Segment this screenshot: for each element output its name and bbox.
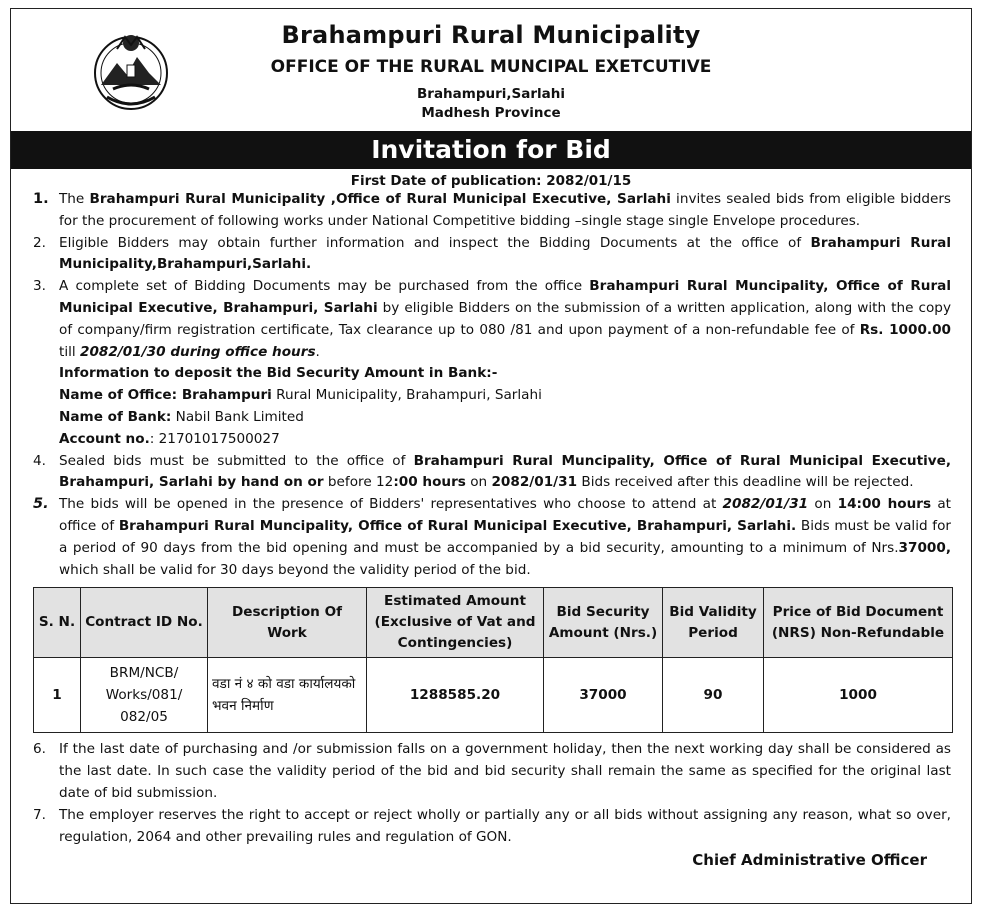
office-label: Name of Office: Brahampuri xyxy=(59,387,272,404)
office-title: OFFICE OF THE RURAL MUNCIPAL EXETCUTIVE xyxy=(270,57,712,77)
clause-1 xyxy=(33,189,951,233)
header-sn: S. N. xyxy=(34,588,81,658)
cell-price: 1000 xyxy=(764,658,953,733)
header-bid-security: Bid Security Amount (Nrs.) xyxy=(544,588,663,658)
clause-6 xyxy=(33,739,951,804)
header-description: Description Of Work xyxy=(208,588,367,658)
table-header-row xyxy=(34,588,953,658)
signature: Chief Administrative Officer xyxy=(692,851,927,870)
clause-text: If the last date of purchasing and /or submission falls on a government holiday, then the next working day shall be considered as the last date. In such case the validity period of the bid and bid security shall remain the same as specified for the original last date of bid submission. xyxy=(59,741,951,801)
account-value: : 21701017500027 xyxy=(149,430,280,447)
clause-number: 3. xyxy=(33,278,46,295)
account-label: Account no. xyxy=(59,430,150,447)
cell-estimated-amount: 1288585.20 xyxy=(367,658,544,733)
address-line-2: Madhesh Province xyxy=(421,105,561,121)
bid-notice xyxy=(10,8,972,904)
clause-3 xyxy=(33,276,951,363)
clause-number: 5. xyxy=(33,496,49,513)
clause-text: The bids will be opened in the presence of Bidders' representatives who choose to attend at 2082/01/31 on 14:00 hours at office of Brahampuri Rural Muncipality, Office of Rural Municipal Executive, Brahampuri, Sarlahi. Bids must be valid for a period of 90 days from the bid opening and must be accompanied by a bid security, amounting to a minimum of Nrs.37000, which shall be valid for 30 days beyond the validity period of the bid. xyxy=(59,496,952,578)
table-row xyxy=(34,658,953,733)
nepal-emblem-icon xyxy=(87,27,175,115)
header xyxy=(11,9,971,129)
notice-banner: Invitation for Bid xyxy=(11,131,971,169)
clause-2 xyxy=(33,233,951,277)
cell-description: वडा नं ४ को वडा कार्यालयको भवन निर्माण xyxy=(208,658,367,733)
cell-sn: 1 xyxy=(34,658,81,733)
header-bid-validity: Bid Validity Period xyxy=(663,588,764,658)
header-estimated-amount: Estimated Amount (Exclusive of Vat and Contingencies) xyxy=(367,588,544,658)
clause-text: Sealed bids must be submitted to the office of Brahampuri Rural Muncipality, Office of Rural Municipal Executive, Brahampuri, Sarlahi by hand on or before 12:00 hours on 2082/01/31 Bids received after this deadline will be rejected. xyxy=(59,452,952,491)
clause-7 xyxy=(33,805,951,849)
clause-text: A complete set of Bidding Documents may be purchased from the office Brahampuri Rural Muncipality, Office of Rural Municipal Executive, Brahampuri, Sarlahi by eligible Bidders on the submission of a written application, along with the copy of company/firm registration certificate, Tax clearance up to 080 /81 and upon payment of a non-refundable fee of Rs. 1000.00 till 2082/01/30 during office hours. xyxy=(59,278,952,360)
bank-heading: Information to deposit the Bid Security Amount in Bank:- xyxy=(59,365,498,382)
bank-info xyxy=(33,363,951,450)
notice-body xyxy=(11,189,971,872)
municipality-title: Brahampuri Rural Municipality xyxy=(281,21,701,49)
clause-number: 4. xyxy=(33,452,46,469)
clause-5 xyxy=(33,494,951,581)
clause-number: 1. xyxy=(33,191,49,207)
header-price: Price of Bid Document (NRS) Non-Refundable xyxy=(764,588,953,658)
publication-date: First Date of publication: 2082/01/15 xyxy=(350,173,632,189)
cell-bid-validity: 90 xyxy=(663,658,764,733)
bank-label: Name of Bank: xyxy=(59,408,172,425)
clause-text: Eligible Bidders may obtain further information and inspect the Bidding Documents at the office of Brahampuri Rural Municipality,Brahampuri,Sarlahi. xyxy=(59,234,951,273)
bank-value: Nabil Bank Limited xyxy=(171,408,304,425)
header-contract-id: Contract ID No. xyxy=(81,588,208,658)
clause-number: 2. xyxy=(33,234,46,251)
cell-contract-id: BRM/NCB/ Works/081/ 082/05 xyxy=(81,658,208,733)
clause-4 xyxy=(33,451,951,495)
clause-text: The employer reserves the right to accept or reject wholly or partially any or all bids without assigning any reason, what so over, regulation, 2064 and other prevailing rules and regulation of GON. xyxy=(59,806,951,845)
clause-number: 7. xyxy=(33,806,46,823)
cell-bid-security: 37000 xyxy=(544,658,663,733)
bid-table xyxy=(33,587,953,733)
address-line-1: Brahampuri,Sarlahi xyxy=(417,86,565,102)
clause-text: The Brahampuri Rural Municipality ,Office of Rural Municipal Executive, Sarlahi invites sealed bids from eligible bidders for the procurement of following works under National Competitive bidding –single stage single Envelope procedures. xyxy=(59,191,951,229)
office-value: Rural Municipality, Brahampuri, Sarlahi xyxy=(271,387,542,404)
clause-number: 6. xyxy=(33,741,46,758)
